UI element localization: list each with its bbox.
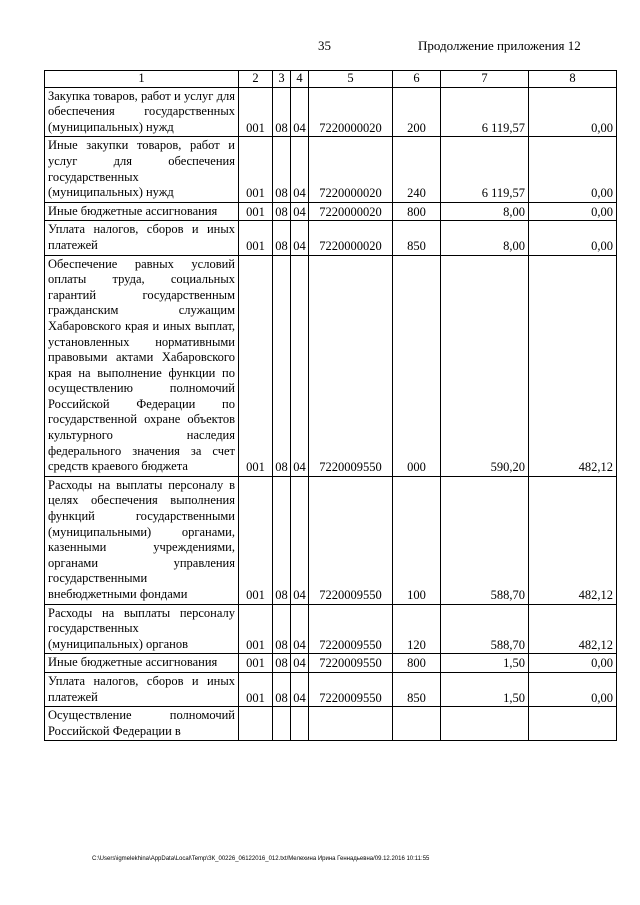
- cell-section: 08: [273, 87, 291, 137]
- cell-amount-plan: 588,70: [441, 476, 529, 604]
- cell-subsection: 04: [291, 255, 309, 476]
- page-number: 35: [318, 38, 331, 53]
- row-description: Расходы на выплаты персоналу в целях обеспечения выполнения функций государственными (муниципальными) органами, казенными учреждениями, органами управления государственными внебюджетными фондами: [45, 476, 239, 604]
- cell-admin-code: 001: [239, 255, 273, 476]
- cell-admin-code: 001: [239, 202, 273, 221]
- row-description: Обеспечение равных условий оплаты труда, социальных гарантий государственным гражданским служащим Хабаровского края и иных выплат, установленных нормативными правовыми актами Хабаровского края на выполнение функции по осуществлению полномочий Российской Федерации по государственной охране объектов культурного наследия федерального значения за счет средств краевого бюджета: [45, 255, 239, 476]
- cell-admin-code: [239, 707, 273, 741]
- table-row: [45, 87, 617, 137]
- cell-amount-executed: 0,00: [529, 221, 617, 255]
- cell-amount-executed: 0,00: [529, 654, 617, 673]
- row-description: Уплата налогов, сборов и иных платежей: [45, 672, 239, 706]
- cell-target-article: 7220009550: [309, 672, 393, 706]
- budget-table: [44, 70, 617, 741]
- cell-subsection: 04: [291, 137, 309, 202]
- row-description: Иные закупки товаров, работ и услуг для обеспечения государственных (муниципальных) нужд: [45, 137, 239, 202]
- cell-amount-executed: 0,00: [529, 202, 617, 221]
- cell-section: 08: [273, 672, 291, 706]
- cell-subsection: 04: [291, 202, 309, 221]
- cell-admin-code: 001: [239, 87, 273, 137]
- cell-subsection: 04: [291, 604, 309, 654]
- col-header-8: 8: [529, 71, 617, 88]
- cell-target-article: [309, 707, 393, 741]
- cell-amount-plan: 590,20: [441, 255, 529, 476]
- cell-amount-executed: 482,12: [529, 604, 617, 654]
- cell-amount-executed: [529, 707, 617, 741]
- cell-section: 08: [273, 476, 291, 604]
- cell-section: 08: [273, 604, 291, 654]
- row-description: Иные бюджетные ассигнования: [45, 202, 239, 221]
- cell-amount-plan: 1,50: [441, 654, 529, 673]
- cell-target-article: 7220009550: [309, 476, 393, 604]
- row-description: Уплата налогов, сборов и иных платежей: [45, 221, 239, 255]
- cell-amount-plan: 6 119,57: [441, 87, 529, 137]
- table-row: [45, 221, 617, 255]
- row-description: Расходы на выплаты персоналу государственных (муниципальных) органов: [45, 604, 239, 654]
- cell-expense-type: 800: [393, 202, 441, 221]
- cell-expense-type: 850: [393, 221, 441, 255]
- cell-section: 08: [273, 255, 291, 476]
- cell-amount-plan: 6 119,57: [441, 137, 529, 202]
- cell-amount-plan: 8,00: [441, 202, 529, 221]
- cell-subsection: 04: [291, 221, 309, 255]
- row-description: Иные бюджетные ассигнования: [45, 654, 239, 673]
- cell-admin-code: 001: [239, 654, 273, 673]
- cell-admin-code: 001: [239, 476, 273, 604]
- col-header-4: 4: [291, 71, 309, 88]
- col-header-1: 1: [45, 71, 239, 88]
- cell-target-article: 7220009550: [309, 255, 393, 476]
- cell-section: [273, 707, 291, 741]
- header-row: [45, 71, 617, 88]
- cell-amount-plan: 1,50: [441, 672, 529, 706]
- cell-expense-type: 200: [393, 87, 441, 137]
- col-header-2: 2: [239, 71, 273, 88]
- cell-amount-plan: 8,00: [441, 221, 529, 255]
- cell-section: 08: [273, 137, 291, 202]
- cell-amount-plan: [441, 707, 529, 741]
- cell-admin-code: 001: [239, 137, 273, 202]
- cell-target-article: 7220009550: [309, 654, 393, 673]
- cell-subsection: 04: [291, 87, 309, 137]
- cell-subsection: [291, 707, 309, 741]
- col-header-7: 7: [441, 71, 529, 88]
- cell-expense-type: 120: [393, 604, 441, 654]
- cell-target-article: 7220000020: [309, 202, 393, 221]
- col-header-6: 6: [393, 71, 441, 88]
- cell-admin-code: 001: [239, 604, 273, 654]
- cell-section: 08: [273, 202, 291, 221]
- cell-expense-type: [393, 707, 441, 741]
- cell-amount-executed: 0,00: [529, 87, 617, 137]
- cell-admin-code: 001: [239, 221, 273, 255]
- table-row: [45, 476, 617, 604]
- cell-amount-executed: 0,00: [529, 672, 617, 706]
- cell-target-article: 7220000020: [309, 221, 393, 255]
- table-row: [45, 604, 617, 654]
- file-path-footer: C:\Users\igmelekhina\AppData\Local\Temp\ЗК_00226_06122016_012.txt/Мелехина Ирина Геннадьевна/09.12.2016 10:11:55: [92, 856, 430, 862]
- cell-expense-type: 850: [393, 672, 441, 706]
- table-row: [45, 707, 617, 741]
- cell-amount-executed: 0,00: [529, 137, 617, 202]
- cell-target-article: 7220009550: [309, 604, 393, 654]
- cell-subsection: 04: [291, 476, 309, 604]
- cell-expense-type: 100: [393, 476, 441, 604]
- row-description: Закупка товаров, работ и услуг для обеспечения государственных (муниципальных) нужд: [45, 87, 239, 137]
- cell-amount-executed: 482,12: [529, 255, 617, 476]
- cell-amount-plan: 588,70: [441, 604, 529, 654]
- cell-target-article: 7220000020: [309, 137, 393, 202]
- cell-subsection: 04: [291, 654, 309, 673]
- cell-expense-type: 000: [393, 255, 441, 476]
- cell-amount-executed: 482,12: [529, 476, 617, 604]
- cell-target-article: 7220000020: [309, 87, 393, 137]
- table-row: [45, 672, 617, 706]
- cell-expense-type: 800: [393, 654, 441, 673]
- appendix-continuation: Продолжение приложения 12: [418, 38, 581, 53]
- col-header-3: 3: [273, 71, 291, 88]
- table-row: [45, 255, 617, 476]
- cell-admin-code: 001: [239, 672, 273, 706]
- row-description: Осуществление полномочий Российской Федерации в: [45, 707, 239, 741]
- table-row: [45, 202, 617, 221]
- cell-expense-type: 240: [393, 137, 441, 202]
- table-row: [45, 654, 617, 673]
- cell-section: 08: [273, 221, 291, 255]
- col-header-5: 5: [309, 71, 393, 88]
- table-row: [45, 137, 617, 202]
- cell-section: 08: [273, 654, 291, 673]
- cell-subsection: 04: [291, 672, 309, 706]
